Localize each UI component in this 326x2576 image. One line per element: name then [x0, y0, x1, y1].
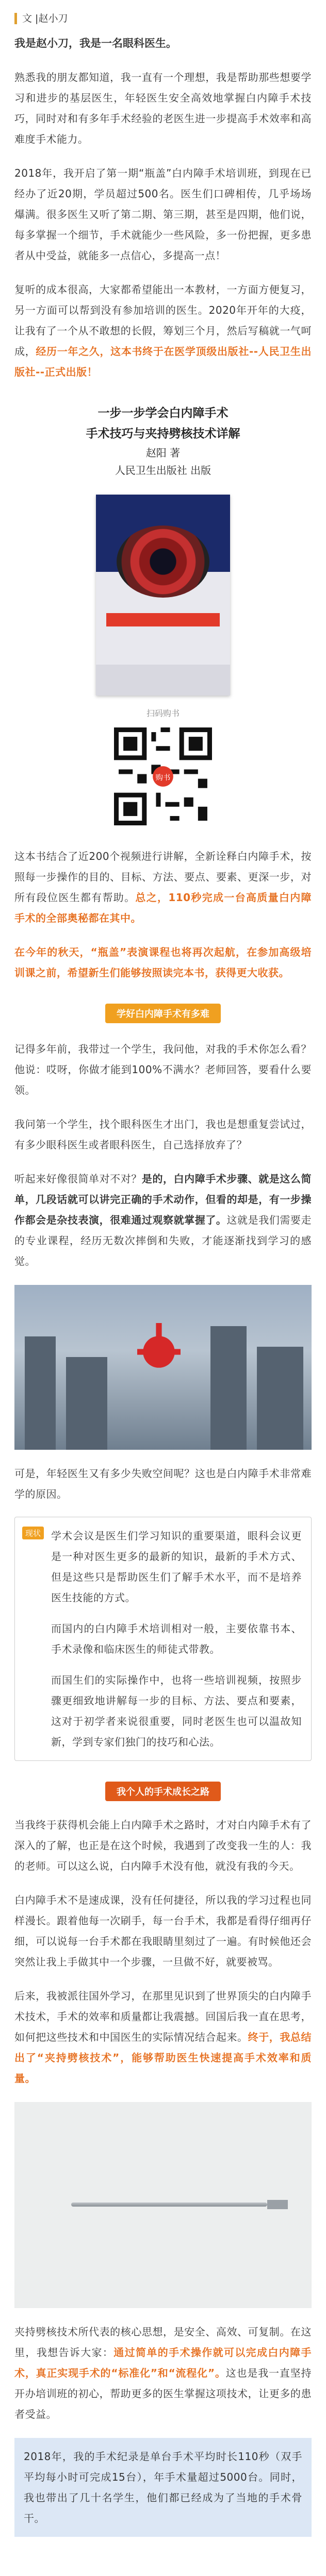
callout-paragraph-2: 而国内的白内障手术培训相对一般，主要依靠书本、手术录像和临床医生的师徒式带教。 — [51, 1622, 302, 1655]
paragraph-8 — [14, 1168, 312, 1272]
author-accent-bar — [14, 13, 17, 24]
section-header-1 — [14, 1004, 312, 1023]
paragraph-12-highlight: 终于，我总结出了“夹持劈核技术”，能够帮助医生快速提高手术效率和质量。 — [14, 2031, 312, 2084]
author-prefix: 文 | — [22, 13, 39, 24]
paragraph-6: 记得多年前，我带过一个学生，我问他，对我的手术你怎么看？他说：哎呀，你做才能到100%不满水？老师回答，要看什么要领。 — [14, 1043, 312, 1096]
book-author: 赵阳 著 — [145, 447, 181, 459]
eye-illustration — [117, 526, 209, 598]
book-subtitle: 手术技巧与夹持劈核技术详解 — [86, 427, 240, 440]
qr-center-label: 购书 — [155, 774, 171, 783]
paragraph-13-end: 这也是我一直坚持开办培训班的初心，帮助更多的医生掌握这项技术，让更多的患者受益。 — [14, 2367, 312, 2420]
paragraph-8-text: 听起来好像很简单对不对？ — [14, 1173, 142, 1185]
paragraph-13-highlight: 通过简单的手术操作就可以完成白内障手术，真正实现手术的“标准化”和“流程化”。 — [14, 2346, 312, 2379]
paragraph-3-highlight: 经历一年之久，这本书终于在医学顶级出版社--人民卫生出版社--正式出版！ — [14, 345, 312, 378]
building-shape — [210, 1326, 247, 1450]
paragraph-3 — [14, 279, 312, 382]
paragraph-2: 2018年，我开启了第一期“瓶盖”白内障手术培训班，到现在已经办了近20期，学员超过500名。医生们口碑相传，几乎场场爆满。很多医生又听了第二期、第三期，甚至是四期，他们说，每多掌握一个细节，手术就能少一些风险，多一份把握，更多患者从中受益，就能多一点信心，多提高一点！ — [14, 167, 312, 262]
section-title-2: 我个人的手术成长之路 — [105, 1782, 221, 1801]
author-line — [14, 9, 312, 28]
author-name: 赵小刀 — [38, 13, 68, 24]
paragraph-13-text: 夹持劈核技术所代表的核心思想，是安全、高效、可复制。在这里，我想告诉大家： — [14, 2326, 312, 2359]
paragraph-5: 在今年的秋天，“瓶盖”表演课程也将再次起航，在参加高级培训课之前，希望新生们能够按照读完本书，获得更大收获。 — [14, 946, 312, 979]
book-cover-wrap — [14, 495, 312, 696]
cover-bottom-band — [96, 665, 230, 696]
paragraph-10: 当我终于获得机会能上白内障手术之路时，才对白内障手术有了深入的了解，也正是在这个时候，我遇到了改变我一生的人：我的老师。可以这么说，白内障手术没有他，就没有我的今天。 — [14, 1819, 312, 1872]
closing-paragraph: 2018年，我的手术纪录是单台手术平均时长110秒（双手平均每小时可完成15台），年手术量超过5000台。同时，我也带出了几十名学生，他们都已经成为了当地的手术骨干。 — [24, 2450, 302, 2524]
callout-label: 现状 — [22, 1527, 44, 1539]
section-title-1: 学好白内障手术有多难 — [105, 1004, 221, 1023]
instrument-shaft — [71, 2202, 267, 2207]
qr-section — [14, 706, 312, 825]
building-shape — [25, 1336, 56, 1450]
paragraph-4-highlight: 总之，110秒完成一台高质量白内障手术的全部奥秘都在其中。 — [14, 891, 312, 924]
cover-title-block — [106, 598, 220, 609]
status-callout — [14, 1517, 312, 1761]
paragraph-3-text: 复听的成本很高，大家都希望能出一本教材，一方面方便复习，另一方面可以帮到没有参加培训的医生。2020年开年的大疫，让我有了一个从不敢想的长假，筹划三个月，然后写稿就一气呵成， — [14, 283, 312, 358]
section-header-2 — [14, 1782, 312, 1801]
paragraph-4 — [14, 846, 312, 928]
callout-paragraph-1: 学术会议是医生们学习知识的重要渠道，眼科会议更是一种对医生更多的最新的知识，最新的手术方式、但是这些只是帮助医生们了解手术水平，而不是培养医生技能的方式。 — [51, 1530, 302, 1604]
instrument-tip — [267, 2200, 288, 2209]
callout-paragraph-3: 而国生们的实际操作中，也将一些培训视频，按照步骤更细致地讲解每一步的目标、方法、要点和要素，这对于初学者来说很重要，同时老医生也可以温故知新，学到专家们独门的技巧和心法。 — [51, 1674, 302, 1748]
book-publisher: 人民卫生出版社 出版 — [115, 464, 211, 477]
book-title: 一步一步学会白内障手术 — [97, 406, 229, 420]
acrobat-figure — [123, 1316, 195, 1388]
building-shape — [257, 1347, 303, 1450]
building-shape — [66, 1357, 107, 1450]
paragraph-7: 我问第一个学生，找个眼科医生才出门，我也是想重复尝试过，有多少眼科医生或者眼科医生，自己选择放弃了？ — [14, 1118, 312, 1151]
paragraph-8-bold: 是的，白内障手术步骤、就是这么简单，几段话就可以讲完正确的手术动作，但看的却是，有一步操作都会是杂技表演，很难通过观察就掌握了。 — [14, 1173, 312, 1226]
instrument-photo — [14, 2102, 312, 2308]
paragraph-13 — [14, 2321, 312, 2425]
qr-code[interactable] — [114, 727, 212, 825]
paragraph-4-text: 这本书结合了近200个视频进行讲解，全新诠释白内障手术，按照每一步操作的目的、目标、方法、要点、要素、更深一步，对所有段位医生都有帮助。 — [14, 850, 312, 904]
book-cover-image[interactable] — [96, 495, 230, 696]
cover-red-band — [106, 613, 220, 626]
paragraph-12-text: 后来，我被派往国外学习，在那里见识到了世界顶尖的白内障手术技术，手术的效率和质量都让我震撼。回国后我一直在思考，如何把这些技术和中国医生的实际情况结合起来。 — [14, 1990, 312, 2043]
paragraph-1: 熟悉我的朋友都知道，我一直有一个理想，我是帮助那些想要学习和进步的基层医生，年轻医生安全高效地掌握白内障手术技巧，同时对和有多年手术经验的老医生进一步提高手术效率和高难度手术能力。 — [14, 71, 312, 145]
book-card — [14, 393, 312, 836]
paragraph-8-end: 这就是我们需要走的专业课程，经历无数次摔倒和失败，才能逐渐找到学习的感觉。 — [14, 1214, 312, 1267]
intro-line: 我是赵小刀，我是一名眼科医生。 — [14, 37, 177, 49]
paragraph-11: 白内障手术不是速成课，没有任何捷径，所以我的学习过程也同样漫长。跟着他每一次刷手，每一台手术，我都是看得仔细再仔细，可以说每一台手术都在我眼睛里刻过了一遍。有时候他还会突然让我上手做其中一个步骤，一旦做不好，就要被骂。 — [14, 1894, 312, 1968]
closing-box — [14, 2438, 312, 2537]
paragraph-9: 可是，年轻医生又有多少失败空间呢？这也是白内障手术非常难学的原因。 — [14, 1467, 312, 1500]
paragraph-12 — [14, 1986, 312, 2089]
surgery-skyline-photo — [14, 1285, 312, 1450]
qr-caption: 扫码购书 — [146, 708, 180, 718]
